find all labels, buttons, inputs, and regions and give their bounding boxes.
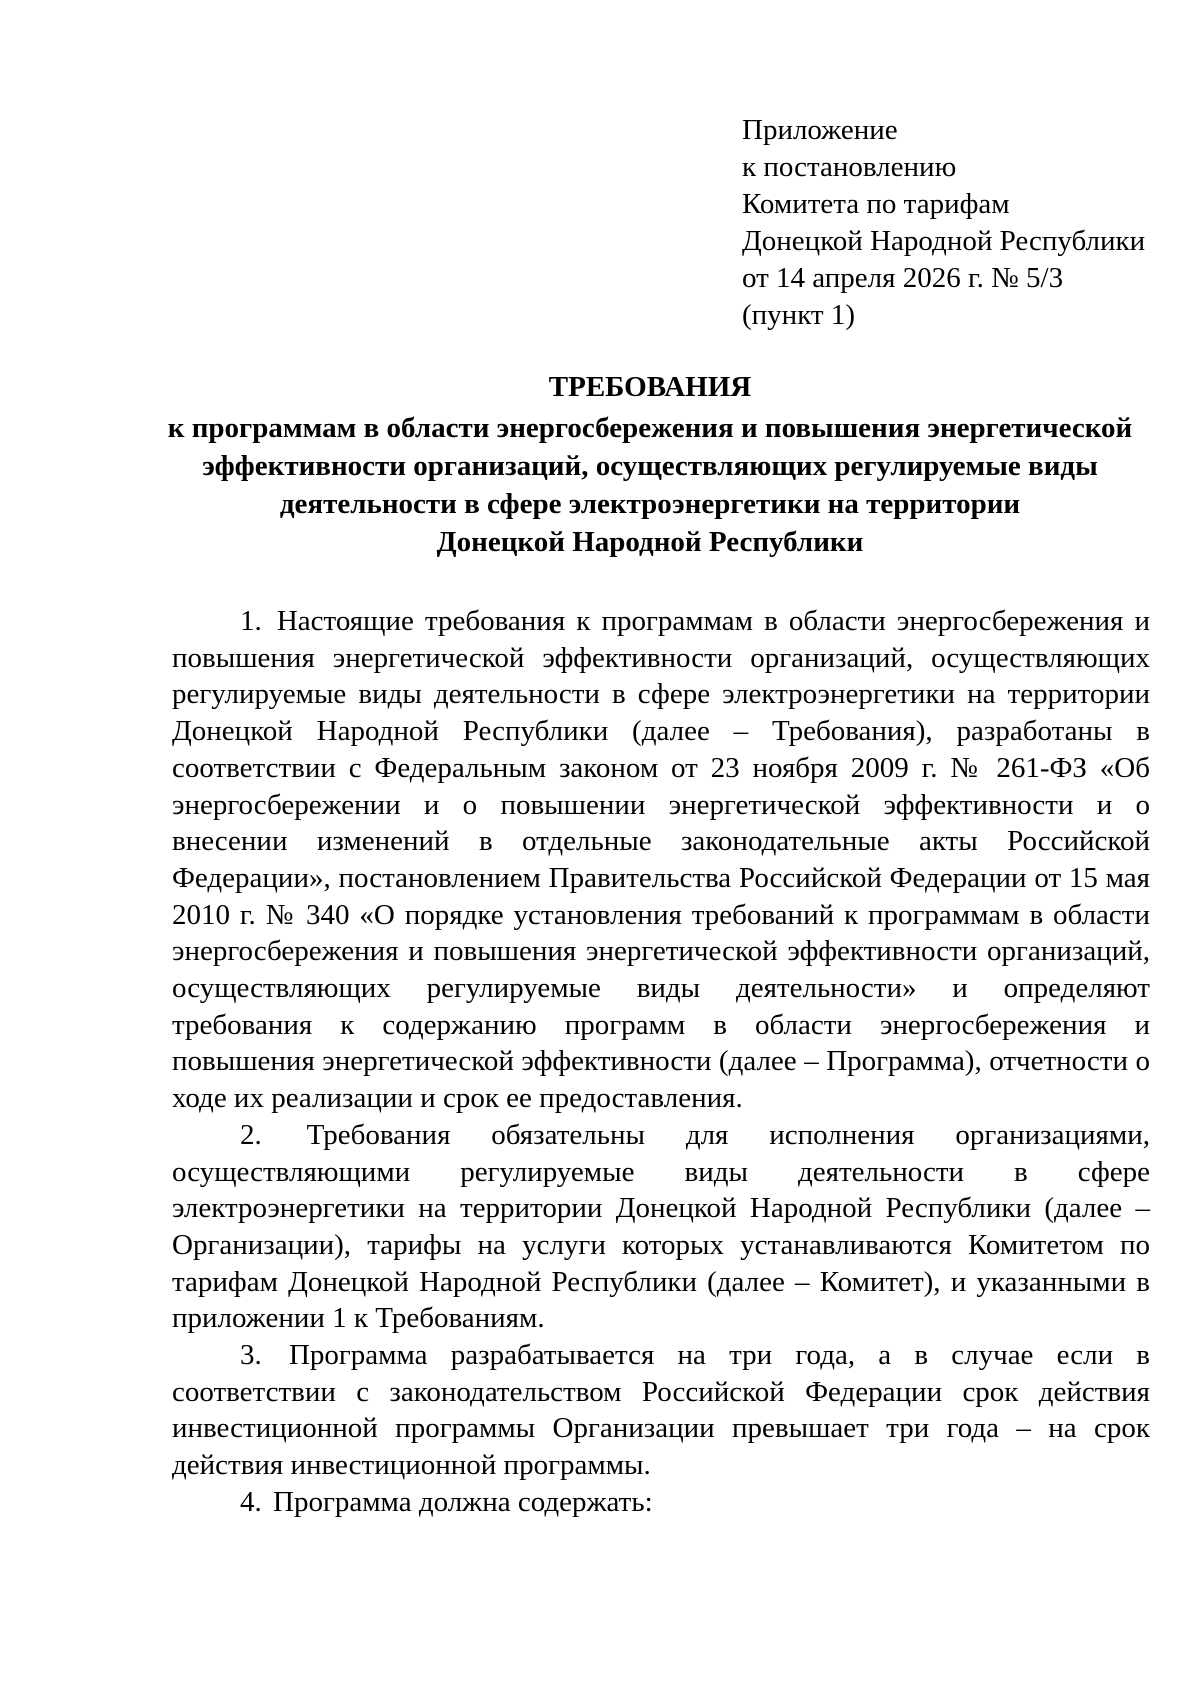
appendix-line: Приложение [742, 114, 898, 146]
paragraph-2 [172, 1117, 1150, 1337]
paragraph-number: 2. [240, 1118, 262, 1151]
paragraph-3 [172, 1337, 1150, 1484]
appendix-clause: (пункт 1) [742, 299, 855, 331]
paragraph-4 [172, 1484, 1150, 1521]
paragraph-text: Настоящие требования к программам в области энергосбережения и повышения энергетической эффективности организаций, осуществляющих регулируемые виды деятельности в сфере электроэнергетики на территории Донецкой Народной Республики (далее – Требования), разработаны в соответствии с Федеральным законом от 23 ноября 2009 г. № 261-ФЗ «Об энергосбережении и о повышении энергетической эффективности и о внесении изменений в отдельные законодательные акты Российской Федерации», постановлением Правительства Российской Федерации от 15 мая 2010 г. № 340 «О порядке установления требований к программам в области энергосбережения и повышения энергетической эффективности организаций, осуществляющих регулируемые виды деятельности» и определяют требования к содержанию программ в области энергосбережения и повышения энергетической эффективности (далее – Программа), отчетности о ходе их реализации и срок ее предоставления. [172, 605, 1151, 1115]
paragraph-text: Программа должна содержать: [273, 1485, 653, 1518]
appendix-line: Донецкой Народной Республики [742, 225, 1146, 257]
title-main: ТРЕБОВАНИЯ [548, 371, 752, 403]
paragraph-number: 4. [240, 1485, 262, 1518]
title-line: к программам в области энергосбережения и повышения энергетической [167, 412, 1133, 444]
title-line: деятельности в сфере электроэнергетики на территории [279, 488, 1021, 520]
appendix-date-number: от 14 апреля 2026 г. № 5/3 [742, 262, 1064, 294]
appendix-line: к постановлению [742, 151, 957, 183]
paragraph-text: Требования обязательны для исполнения организациями, осуществляющими регулируемые виды деятельности в сфере электроэнергетики на территории Донецкой Народной Республики (далее – Организации), тарифы на услуги которых устанавливаются Комитетом по тарифам Донецкой Народной Республики (далее – Комитет), и указанными в приложении 1 к Требованиям. [172, 1118, 1150, 1335]
document-body [172, 603, 1150, 1521]
paragraph-1 [172, 603, 1150, 1117]
paragraph-number: 3. [240, 1339, 262, 1372]
paragraph-text: Программа разрабатывается на три года, а в случае если в соответствии с законодательством Российской Федерации срок действия инвестиционной программы Организации превышает три года – на срок действия инвестиционной программы. [172, 1339, 1150, 1482]
appendix-line: Комитета по тарифам [742, 188, 1010, 220]
document-title [150, 368, 1150, 561]
title-line: Донецкой Народной Республики [436, 526, 864, 558]
paragraph-number: 1. [240, 605, 262, 637]
title-line: эффективности организаций, осуществляющих регулируемые виды [202, 450, 1098, 482]
appendix-header [742, 112, 1145, 334]
